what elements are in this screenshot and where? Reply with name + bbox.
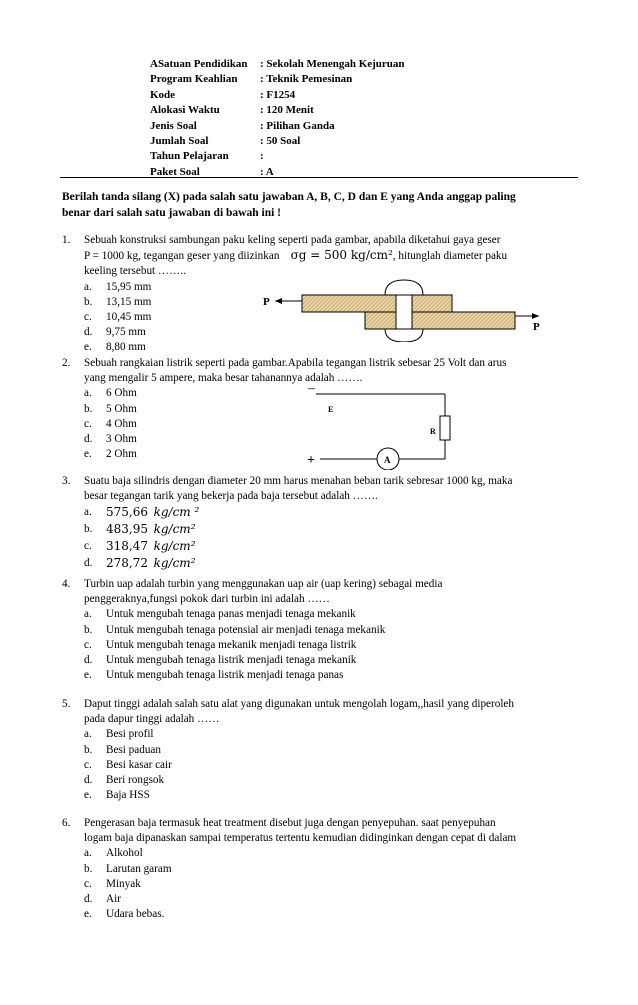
circuit-figure [300,380,460,470]
shear-stress-formula: σg = 500 kg/cm² [290,248,393,263]
answer-option[interactable]: e. Baja HSS [84,789,150,802]
ammeter-label: A [384,455,391,465]
header-row: ASatuan Pendidikan : Sekolah Menengah Kejuruan [150,58,405,70]
answer-option[interactable]: e. 2 Ohm [84,448,137,461]
upper-plate [302,295,452,312]
answer-option[interactable]: e. 8,80 mm [84,341,146,354]
header-row: Alokasi Waktu : 120 Menit [150,104,314,117]
answer-option[interactable]: e. Untuk mengubah tenaga listrik menjadi tenaga panas [84,669,344,682]
question-number: 3. [62,475,71,487]
answer-option[interactable]: a. 575,66 kg/cm ² [84,505,200,520]
answer-option[interactable]: c. Minyak [84,877,141,890]
header-row: Jumlah Soal : 50 Soal [150,134,301,147]
exam-header [150,57,405,180]
answer-option[interactable]: d. 278,72 kg/cm² [84,556,196,571]
lower-plate [365,312,515,329]
question-3: 3. Suatu baja silindris dengan diameter 20 mm harus menahan beban tarik sebresar 1000 kg, maka besar tegangan tarik yang bekerja pada baja tersebut adalah ……. a. 575,66 kg/cm ² b. 483,95 kg/cm² c. 318,47 kg/cm² d. 278,72 kg/cm² [62,474,578,572]
answer-option[interactable]: d. Air [84,893,121,906]
minus-terminal-label: – [308,381,315,396]
question-6: 6. Pengerasan baja termasuk heat treatment disebut juga dengan penyepuhan. saat penyepuhan logam baja dipanaskan sampai temperatus tertentu kemudian didinginkan dengan cepat di dalam a. Alkohol b. Larutan garam c. Minyak d. Air e. Udara bebas. [62,816,578,922]
header-row: Program Keahlian : Teknik Pemesinan [150,73,353,86]
header-divider [60,177,578,178]
answer-option[interactable]: c. 318,47 kg/cm² [84,539,196,554]
answer-option[interactable]: b. 483,95 kg/cm² [84,522,196,537]
answer-option[interactable]: b. Besi paduan [84,743,161,756]
answer-option[interactable]: a. 6 Ohm [84,387,137,400]
answer-option[interactable]: d. 3 Ohm [84,433,137,446]
question-4: 4. Turbin uap adalah turbin yang menggunakan uap air (uap kering) sebagai media penggeraknya,fungsi pokok dari turbin ini adalah …… a. Untuk mengubah tenaga panas menjadi tenaga mekanik b. Untuk mengubah tenaga potensial air menjadi tenaga mekanik c. Untuk mengubah tenaga mekanik menjadi tenaga listrik d. Untuk mengubah tenaga listrik menjadi tenaga mekanik e. Untuk mengubah tenaga listrik menjadi tenaga panas [62,577,578,683]
rivet-head-bottom [385,329,423,342]
answer-option[interactable]: b. Untuk mengubah tenaga potensial air menjadi tenaga mekanik [84,623,386,636]
question-number: 4. [62,578,71,590]
answer-option[interactable]: b. Larutan garam [84,862,172,875]
rivet-joint-figure [255,272,555,342]
answer-option[interactable]: a. 15,95 mm [84,280,152,293]
question-number: 5. [62,698,71,710]
rivet-head-top [385,280,423,295]
question-number: 2. [62,357,71,369]
emf-label: E [328,405,334,414]
header-row: Jenis Soal : Pilihan Ganda [150,119,335,132]
answer-option[interactable]: a. Besi profil [84,728,154,741]
rivet-shank [396,295,412,329]
question-number: 6. [62,817,71,829]
resistor-label: R [430,427,436,436]
header-row: Tahun Pelajaran : [150,150,264,163]
arrowhead-right [532,313,539,319]
answer-option[interactable]: d. 9,75 mm [84,326,146,339]
instruction: Berilah tanda silang (X) pada salah satu jawaban A, B, C, D dan E yang Anda anggap paling benar dari salah satu jawaban di bawah ini ! [62,191,516,219]
resistor [440,416,450,440]
arrowhead-left [275,298,282,304]
answer-option[interactable]: d. Beri rongsok [84,774,165,787]
header-row: Kode : F1254 [150,88,296,101]
answer-option[interactable]: c. 10,45 mm [84,311,152,324]
question-5: 5. Daput tinggi adalah salah satu alat yang digunakan untuk mengolah logam,,hasil yang diperoleh pada dapur tinggi adalah …… a. Besi profil b. Besi paduan c. Besi kasar cair d. Beri rongsok e. Baja HSS [62,697,578,803]
question-2: 2. Sebuah rangkaian listrik seperti pada gambar.Apabila tegangan listrik sebesar 25 Volt dan arus yang mengalir 5 ampere, maka besar tahanannya adalah ……. a. 6 Ohm b. 5 Ohm c. 4 Ohm d. 3 Ohm e. 2 Ohm [62,356,578,462]
answer-option[interactable]: c. 4 Ohm [84,417,137,430]
answer-option[interactable]: b. 5 Ohm [84,402,137,415]
answer-option[interactable]: b. 13,15 mm [84,295,152,308]
question-number: 1. [62,234,71,246]
header-row: Paket Soal : A [150,165,274,178]
answer-option[interactable]: a. Alkohol [84,847,143,860]
plus-terminal-label: + [307,453,315,468]
answer-option[interactable]: d. Untuk mengubah tenaga listrik menjadi tenaga mekanik [84,654,357,667]
question-1: 1. Sebuah konstruksi sambungan paku keling seperti pada gambar, apabila diketahui gaya geser P = 1000 kg, tegangan geser yang diizinkan σg = 500 kg/cm², hitunglah diameter paku keeling tersebut …….. a. 15,95 mm b. 13,15 mm c. 10,45 mm d. 9,75 mm e. 8,80 mm [62,233,578,356]
answer-option[interactable]: e. Udara bebas. [84,908,165,921]
force-label-right: P [533,321,540,333]
answer-option[interactable]: c. Untuk mengubah tenaga mekanik menjadi tenaga listrik [84,638,357,651]
answer-option[interactable]: a. Untuk mengubah tenaga panas menjadi tenaga mekanik [84,608,356,621]
force-label-left: P [263,296,270,308]
answer-option[interactable]: c. Besi kasar cair [84,758,172,771]
